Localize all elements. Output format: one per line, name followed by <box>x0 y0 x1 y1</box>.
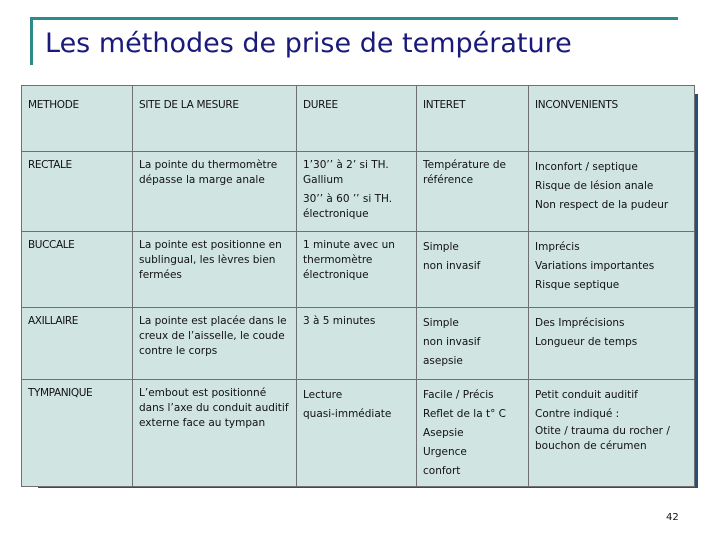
method-cell: TYMPANIQUE <box>22 380 133 487</box>
interest-cell <box>417 380 529 487</box>
site-cell: L’embout est positionné dans l’axe du conduit auditif externe face au tympan <box>133 380 297 487</box>
site-cell: La pointe du thermomètre dépasse la marge anale <box>133 152 297 232</box>
table-row <box>22 380 695 487</box>
duration-cell: 1 minute avec un thermomètre électronique <box>297 232 417 308</box>
duration-line: quasi-immédiate <box>303 408 392 420</box>
header-row <box>22 86 695 152</box>
table-row <box>22 152 695 232</box>
drawback-line: Risque de lésion anale <box>535 180 654 192</box>
duration-cell <box>297 380 417 487</box>
drawbacks-cell <box>529 308 695 380</box>
slide-title: Les méthodes de prise de température <box>45 28 572 59</box>
duration-cell: 3 à 5 minutes <box>297 308 417 380</box>
drawback-line: Imprécis <box>535 241 580 253</box>
duration-line: 30’’ à 60 ’’ si TH. électronique <box>303 193 393 220</box>
drawback-line: Variations importantes <box>535 260 655 272</box>
drawbacks-cell <box>529 380 695 487</box>
left-rule <box>30 17 33 65</box>
table-row <box>22 232 695 308</box>
header-site: SITE DE LA MESURE <box>133 86 297 152</box>
interest-line: Facile / Précis <box>423 389 494 401</box>
interest-line: Simple <box>423 241 459 253</box>
drawback-line: Petit conduit auditif <box>535 389 638 401</box>
method-cell: AXILLAIRE <box>22 308 133 380</box>
methods-table <box>21 85 695 487</box>
interest-cell <box>417 308 529 380</box>
drawback-line: Otite / trauma du rocher / bouchon de cérumen <box>535 425 670 452</box>
drawback-line: Longueur de temps <box>535 336 638 348</box>
top-rule <box>30 17 678 20</box>
header-duree: DUREE <box>297 86 417 152</box>
interest-line: Urgence <box>423 446 467 458</box>
interest-line: Simple <box>423 317 459 329</box>
duration-cell <box>297 152 417 232</box>
page-number: 42 <box>666 512 679 523</box>
interest-line: Asepsie <box>423 427 464 439</box>
interest-line: Reflet de la t° C <box>423 408 507 420</box>
interest-line: asepsie <box>423 355 463 367</box>
table-container <box>21 85 694 487</box>
interest-line: confort <box>423 465 461 477</box>
drawback-line: Non respect de la pudeur <box>535 199 669 211</box>
method-cell: BUCCALE <box>22 232 133 308</box>
header-interet: INTERET <box>417 86 529 152</box>
duration-line: 1’30’’ à 2’ si TH. Gallium <box>303 159 389 186</box>
drawbacks-cell <box>529 232 695 308</box>
interest-line: non invasif <box>423 336 481 348</box>
interest-cell <box>417 232 529 308</box>
site-cell: La pointe est placée dans le creux de l’aisselle, le coude contre le corps <box>133 308 297 380</box>
drawback-line: Des Imprécisions <box>535 317 625 329</box>
interest-line: non invasif <box>423 260 481 272</box>
drawback-line: Risque septique <box>535 279 620 291</box>
method-cell: RECTALE <box>22 152 133 232</box>
header-methode: METHODE <box>22 86 133 152</box>
interest-cell <box>417 152 529 232</box>
table-row <box>22 308 695 380</box>
drawback-line: Contre indiqué : <box>535 408 620 420</box>
duration-line: Lecture <box>303 389 343 401</box>
interest-line: Température de référence <box>423 159 506 186</box>
drawback-line: Inconfort / septique <box>535 161 638 173</box>
site-cell: La pointe est positionne en sublingual, les lèvres bien fermées <box>133 232 297 308</box>
header-inconvenients: INCONVENIENTS <box>529 86 695 152</box>
drawbacks-cell <box>529 152 695 232</box>
